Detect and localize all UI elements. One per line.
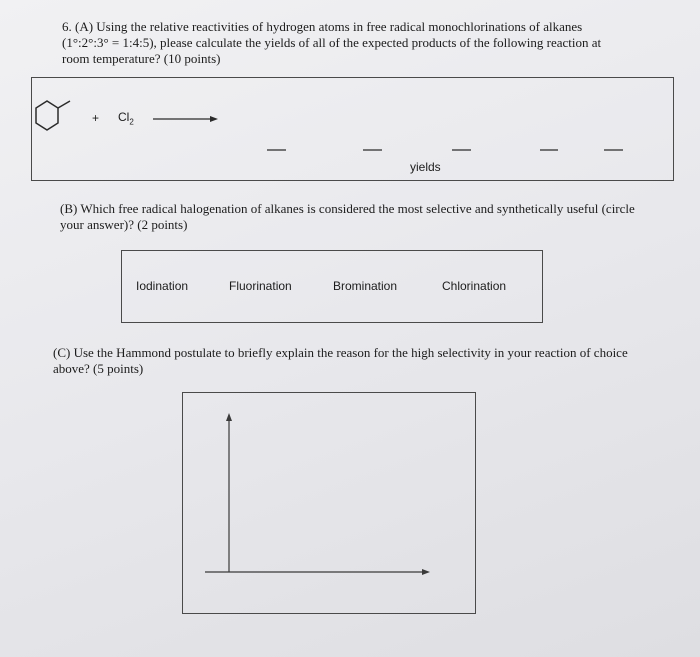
plus-sign: + <box>92 111 100 125</box>
choice-chlorination[interactable]: Chlorination <box>442 279 507 293</box>
choice-iodination[interactable]: Iodination <box>136 279 189 293</box>
choice-bromination[interactable]: Bromination <box>333 279 398 293</box>
question-6c-text: (C) Use the Hammond postulate to briefly explain the reason for the high selectivity in your reaction of choice above? (5 points) <box>53 345 628 376</box>
reagent-subscript: 2 <box>129 117 134 127</box>
reagent-symbol: Cl <box>118 110 130 124</box>
methylcyclohexane-structure <box>36 101 70 130</box>
reaction-arrow <box>153 116 218 122</box>
choice-fluorination[interactable]: Fluorination <box>229 279 292 293</box>
yields-label: yields <box>410 160 441 174</box>
question-6a-text: 6. (A) Using the relative reactivities of hydrogen atoms in free radical monochlorinations of alkanes (1°:2°:3° = 1:4:5), please calculate the yields of all of the expected products of the following reaction at room temperature? (10 points) <box>62 19 602 66</box>
question-6b-text: (B) Which free radical halogenation of alkanes is considered the most selective and synthetically useful (circle your answer)? (2 points) <box>60 201 635 232</box>
energy-diagram-box <box>182 392 476 614</box>
chlorine-reagent <box>118 110 134 126</box>
